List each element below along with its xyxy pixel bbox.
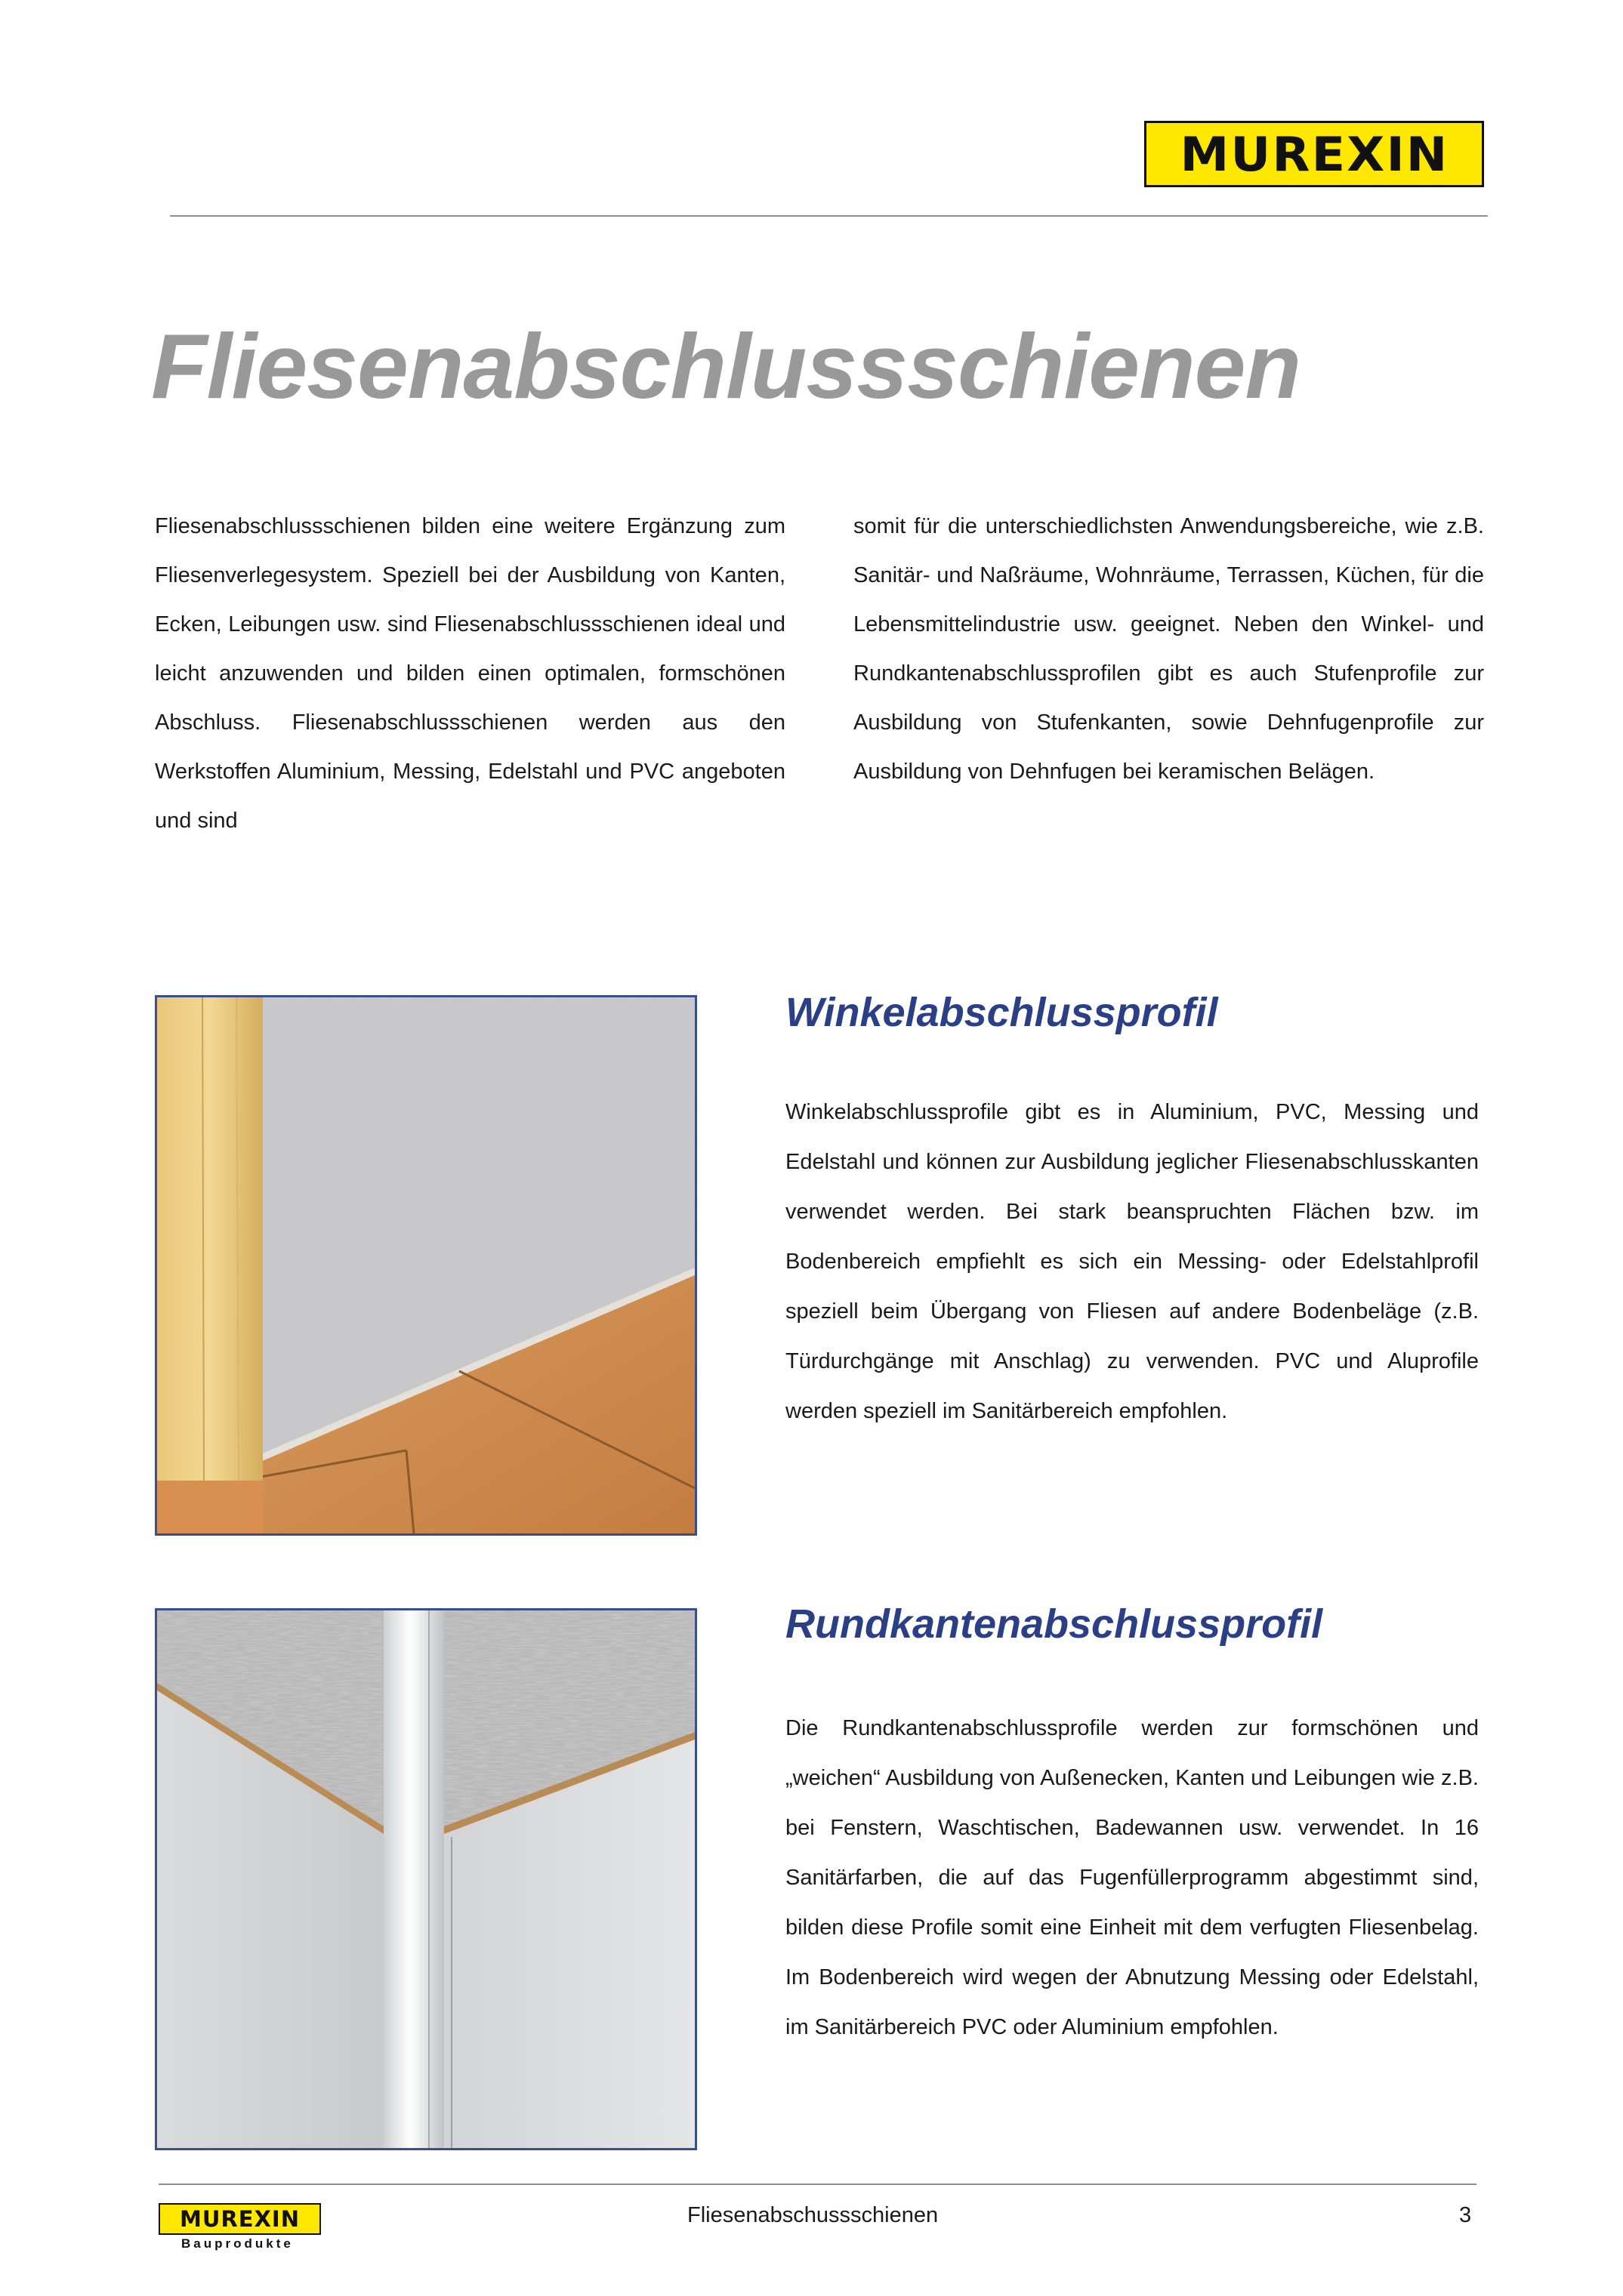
murexin-logo (1144, 121, 1484, 187)
rundkantenprofil-photo (155, 1608, 697, 2150)
winkelprofil-photo (155, 995, 697, 1536)
section-text-winkelabschlussprofil: Winkelabschlussprofile gibt es in Aluminium, PVC, Messing und Edelstahl und können zur Ausbildung jeglicher Fliesenabschlusskanten verwendet werden. Bei stark beanspruchten Flächen bzw. im Bodenbereich empfiehlt es sich ein Messing- oder Edelstahlprofil speziell beim Übergang von Fliesen auf andere Bodenbeläge (z.B. Türdurchgänge mit Anschlag) zu verwenden. PVC und Aluprofile werden speziell im Sanitärbereich empfohlen. (785, 1100, 1479, 1423)
intro-text-left: Fliesenabschlussschienen bilden eine weitere Ergänzung zum Fliesenverlegesystem. Speziell bei der Ausbildung von Kanten, Ecken, Leibungen usw. sind Fliesenabschlussschienen ideal und leicht anzuwenden und bilden einen optimalen, formschönen Abschluss. Fliesenabschlussschienen werden aus den Werkstoffen Aluminium, Messing, Edelstahl und PVC angeboten und sind (155, 514, 785, 833)
footer-logo-text: MUREXIN (180, 2206, 300, 2232)
footer-murexin-logo (159, 2203, 321, 2235)
section-heading-rundkantenabschlussprofil: Rundkantenabschlussprofil (785, 1601, 1323, 1647)
logo-text: MUREXIN (1180, 126, 1449, 182)
header-divider (170, 215, 1488, 217)
section-text-rundkantenabschlussprofil: Die Rundkantenabschlussprofile werden zur formschönen und „weichen“ Ausbildung von Außenecken, Kanten und Leibungen wie z.B. bei Fenstern, Waschtischen, Badewannen usw. verwendet. In 16 Sanitärfarben, die auf das Fugenfüllerprogramm abgestimmt sind, bilden diese Profile somit eine Einheit mit dem verfugten Fliesenbelag. Im Bodenbereich wird wegen der Abnutzung Messing oder Edelstahl, im Sanitärbereich PVC oder Aluminium empfohlen. (785, 1716, 1479, 2039)
section-heading-winkelabschlussprofil: Winkelabschlussprofil (785, 990, 1218, 1035)
intro-text-right: somit für die unterschiedlichsten Anwendungsbereiche, wie z.B. Sanitär- und Naßräume, Wohnräume, Terrassen, Küchen, für die Lebensmittelindustrie usw. geeignet. Neben den Winkel- und Rundkantenabschlussprofilen gibt es auch Stufenprofile zur Ausbildung von Stufenkanten, sowie Dehnfugenprofile zur Ausbildung von Dehnfugen bei keramischen Belägen. (853, 514, 1484, 784)
page-number: 3 (1459, 2203, 1472, 2227)
footer-logo-subtitle: Bauprodukte (181, 2236, 294, 2251)
footer-title: Fliesenabschussschienen (687, 2203, 939, 2227)
footer-divider (159, 2184, 1476, 2185)
page-title: Fliesenabschlussschienen (151, 315, 1301, 418)
